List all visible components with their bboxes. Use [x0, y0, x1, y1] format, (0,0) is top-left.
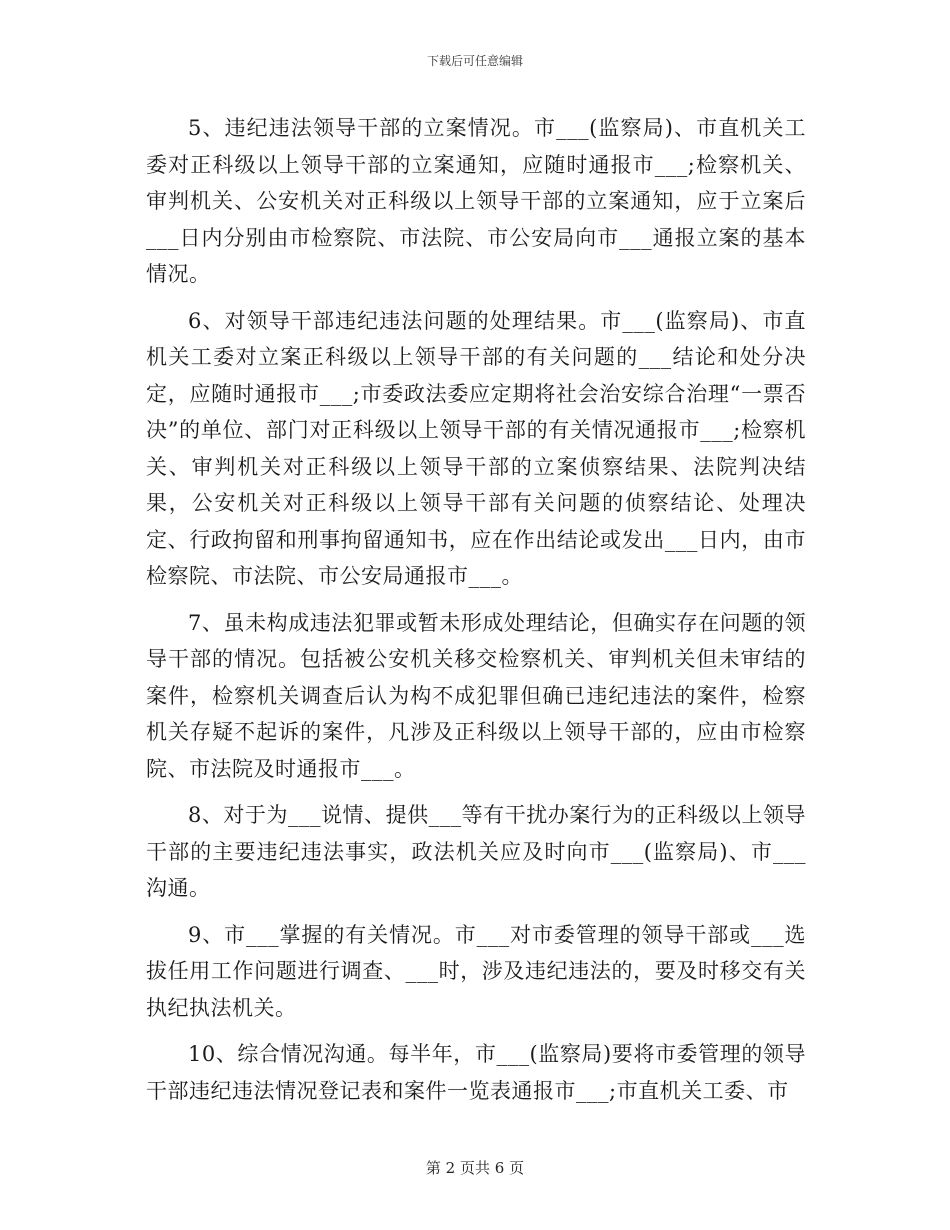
page-header: 下载后可任意编辑 [426, 54, 523, 68]
paragraph-item-5: 5、违纪违法领导干部的立案情况。市___(监察局)、市直机关工委对正科级以上领导干部的立案通知，应随时通报市___;检察机关、审判机关、公安机关对正科级以上领导干部的立案通知，应于立案后___日内分别由市检察院、市法院、市公安局向市___通报立案的基本情况。 [146, 116, 806, 286]
paragraph-item-6: 6、对领导干部违纪违法问题的处理结果。市___(监察局)、市直机关工委对立案正科级以上领导干部的有关问题的___结论和处分决定，应随时通报市___;市委政法委应定期将社会治安综合治理“一票否决”的单位、部门对正科级以上领导干部的有关情况通报市___;检察机关、审判机关对正科级以上领导干部的立案侦察结果、法院判决结果，公安机关对正科级以上领导干部有关问题的侦察结论、处理决定、行政拘留和刑事拘留通知书，应在作出结论或发出___日内，由市检察院、市法院、市公安局通报市___。 [146, 308, 806, 588]
page-footer: 第 2 页共 6 页 [425, 1159, 525, 1177]
paragraph-item-10: 10、综合情况沟通。每半年，市___(监察局)要将市委管理的领导干部违纪违法情况登记表和案件一览表通报市___;市直机关工委、市 [146, 1042, 806, 1103]
paragraph-item-7: 7、虽未构成违法犯罪或暂未形成处理结论，但确实存在问题的领导干部的情况。包括被公安机关移交检察机关、审判机关但未审结的案件，检察机关调查后认为构不成犯罪但确已违纪违法的案件，检察机关存疑不起诉的案件，凡涉及正科级以上领导干部的，应由市检察院、市法院及时通报市___。 [146, 610, 806, 781]
document-body [146, 110, 806, 1119]
paragraph-item-9: 9、市___掌握的有关情况。市___对市委管理的领导干部或___选拔任用工作问题进行调查、___时，涉及违纪违法的，要及时移交有关执纪执法机关。 [146, 922, 806, 1020]
paragraph-item-8: 8、对于为___说情、提供___等有干扰办案行为的正科级以上领导干部的主要违纪违法事实，政法机关应及时向市___(监察局)、市___沟通。 [146, 803, 806, 900]
